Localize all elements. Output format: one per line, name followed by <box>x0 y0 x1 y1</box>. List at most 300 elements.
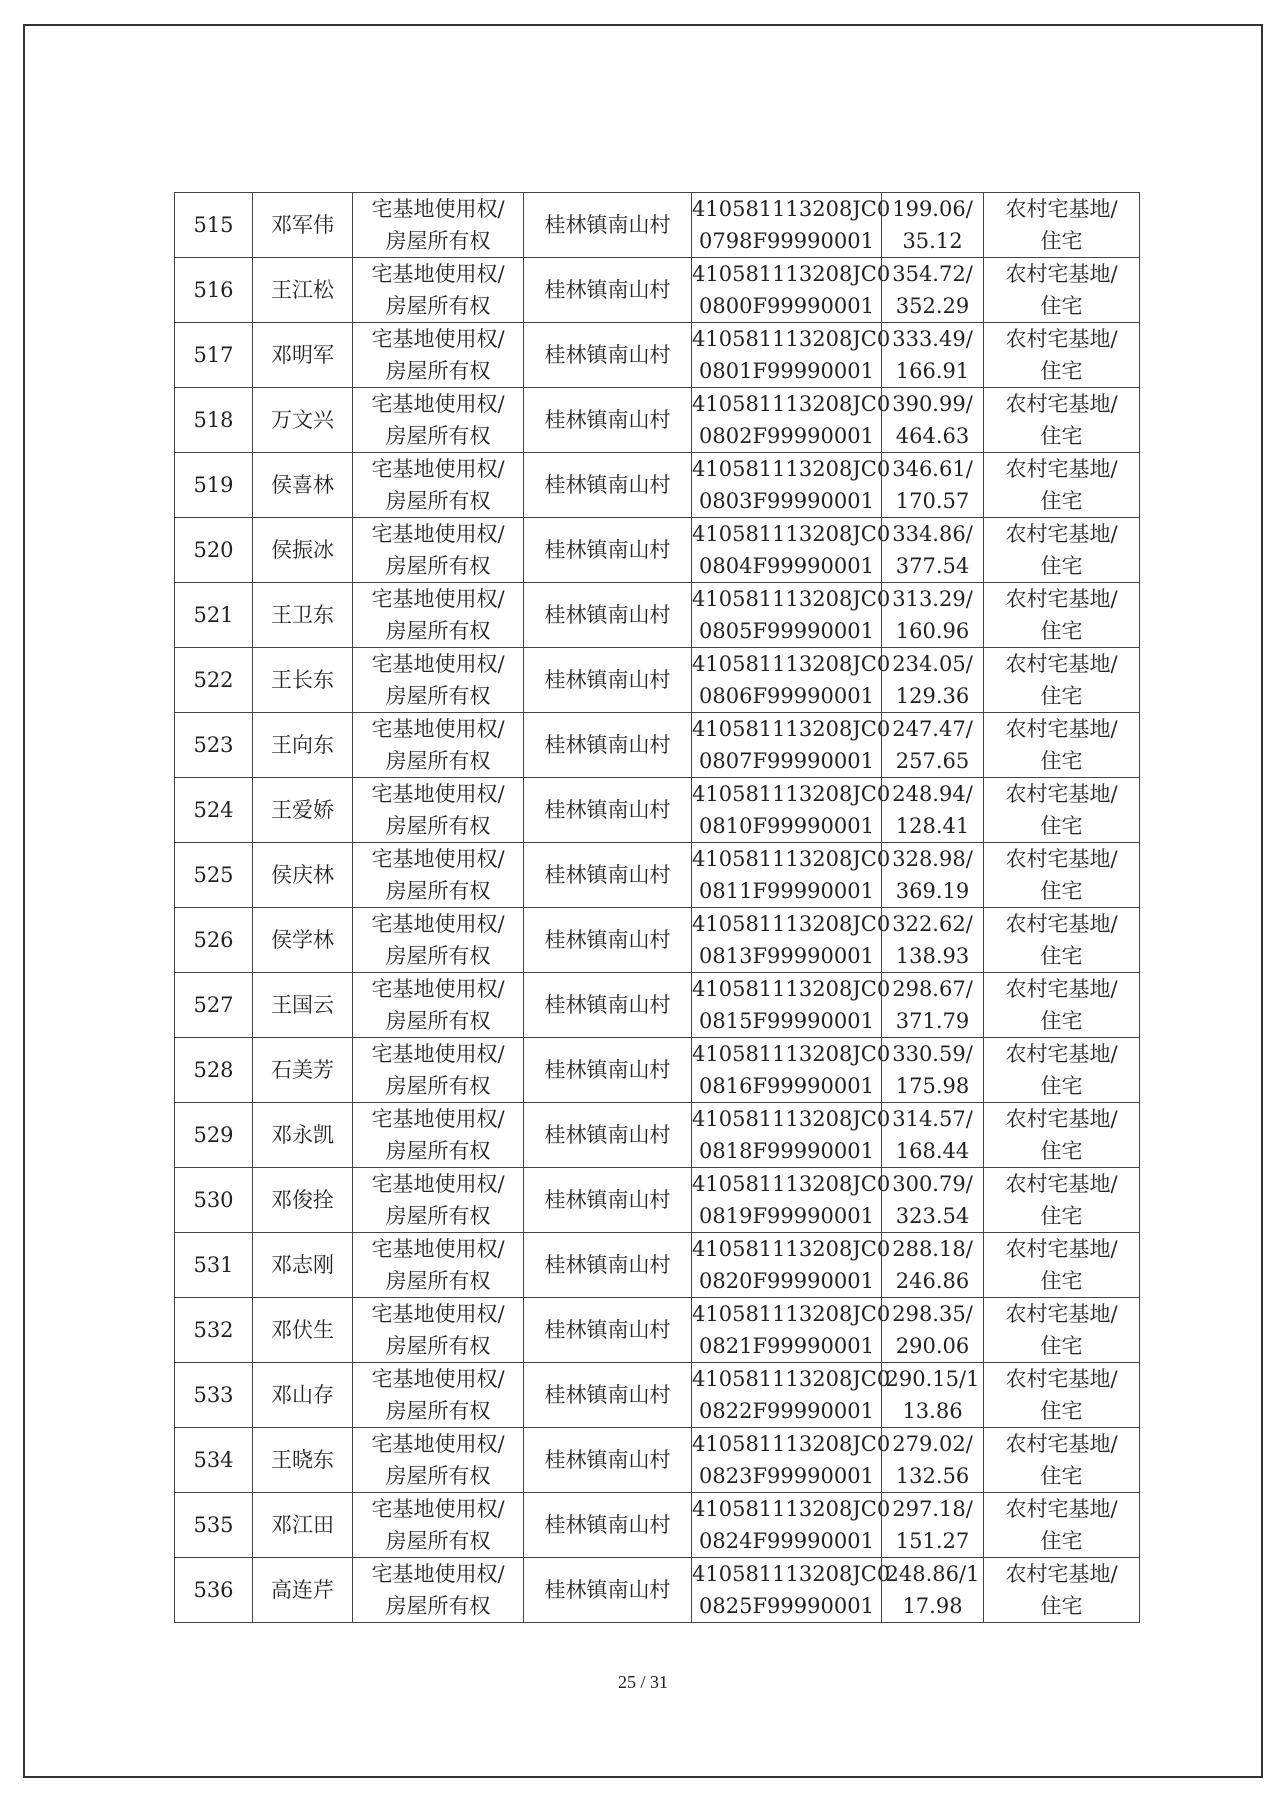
right-type-cell <box>353 1428 524 1493</box>
row-number-cell: 533 <box>175 1363 253 1428</box>
area-cell <box>882 1493 984 1558</box>
table-row <box>175 1168 1140 1233</box>
land-use-cell-line: 住宅 <box>1040 1139 1083 1163</box>
right-type-cell-line: 房屋所有权 <box>385 1594 491 1618</box>
area-cell-line: 279.02/ <box>892 1432 973 1456</box>
table-row <box>175 388 1140 453</box>
land-use-cell <box>984 193 1140 258</box>
owner-name-cell: 万文兴 <box>253 388 353 453</box>
location-cell: 桂林镇南山村 <box>524 1233 692 1298</box>
row-number-cell: 526 <box>175 908 253 973</box>
area-cell-line: 297.18/ <box>892 1497 973 1521</box>
unit-code-cell-line: 410581113208JC0 <box>692 652 891 676</box>
land-use-cell-line: 住宅 <box>1040 1464 1083 1488</box>
unit-code-cell-line: 0811F99990001 <box>699 879 874 903</box>
table-row <box>175 713 1140 778</box>
unit-code-cell-line: 410581113208JC0 <box>692 847 891 871</box>
owner-name-cell: 邓俊拴 <box>253 1168 353 1233</box>
registration-table-body <box>175 193 1140 1623</box>
land-use-cell <box>984 1298 1140 1363</box>
land-use-cell-line: 农村宅基地/ <box>1005 262 1118 286</box>
unit-code-cell-line: 410581113208JC0 <box>692 327 891 351</box>
right-type-cell-line: 宅基地使用权/ <box>371 847 505 871</box>
location-cell: 桂林镇南山村 <box>524 648 692 713</box>
unit-code-cell-line: 0801F99990001 <box>699 359 874 383</box>
right-type-cell-line: 房屋所有权 <box>385 944 491 968</box>
land-use-cell-line: 农村宅基地/ <box>1005 1367 1118 1391</box>
area-cell-line: 132.56 <box>895 1464 970 1488</box>
land-use-cell-line: 住宅 <box>1040 1269 1083 1293</box>
location-cell: 桂林镇南山村 <box>524 778 692 843</box>
unit-code-cell-line: 410581113208JC0 <box>692 1302 891 1326</box>
area-cell-line: 160.96 <box>895 619 970 643</box>
land-use-cell-line: 农村宅基地/ <box>1005 197 1118 221</box>
right-type-cell-line: 宅基地使用权/ <box>371 717 505 741</box>
right-type-cell <box>353 1103 524 1168</box>
area-cell-line: 300.79/ <box>892 1172 973 1196</box>
right-type-cell <box>353 1363 524 1428</box>
owner-name-cell: 王爱娇 <box>253 778 353 843</box>
land-use-cell-line: 农村宅基地/ <box>1005 1042 1118 1066</box>
right-type-cell <box>353 323 524 388</box>
right-type-cell-line: 房屋所有权 <box>385 1074 491 1098</box>
unit-code-cell <box>692 453 891 518</box>
location-cell: 桂林镇南山村 <box>524 258 692 323</box>
land-use-cell-line: 住宅 <box>1040 424 1083 448</box>
location-cell: 桂林镇南山村 <box>524 193 692 258</box>
land-use-cell-line: 住宅 <box>1040 554 1083 578</box>
owner-name-cell: 邓山存 <box>253 1363 353 1428</box>
land-use-cell-line: 农村宅基地/ <box>1005 1562 1118 1586</box>
unit-code-cell-line: 410581113208JC0 <box>692 1107 891 1131</box>
unit-code-cell-line: 0816F99990001 <box>699 1074 874 1098</box>
right-type-cell <box>353 1298 524 1363</box>
land-use-cell <box>984 1493 1140 1558</box>
area-cell-line: 17.98 <box>902 1594 963 1618</box>
area-cell-line: 248.94/ <box>892 782 973 806</box>
location-cell: 桂林镇南山村 <box>524 1103 692 1168</box>
land-use-cell <box>984 778 1140 843</box>
right-type-cell <box>353 1493 524 1558</box>
table-row <box>175 908 1140 973</box>
unit-code-cell-line: 0802F99990001 <box>699 424 874 448</box>
area-cell-line: 323.54 <box>895 1204 970 1228</box>
table-row <box>175 1558 1140 1623</box>
land-use-cell-line: 农村宅基地/ <box>1005 912 1118 936</box>
right-type-cell-line: 宅基地使用权/ <box>371 1562 505 1586</box>
table-row <box>175 973 1140 1038</box>
land-use-cell <box>984 1168 1140 1233</box>
right-type-cell-line: 宅基地使用权/ <box>371 1367 505 1391</box>
table-row <box>175 323 1140 388</box>
area-cell-line: 13.86 <box>902 1399 963 1423</box>
location-cell: 桂林镇南山村 <box>524 388 692 453</box>
land-use-cell-line: 农村宅基地/ <box>1005 587 1118 611</box>
area-cell <box>882 323 984 388</box>
right-type-cell-line: 房屋所有权 <box>385 1399 491 1423</box>
row-number-cell: 536 <box>175 1558 253 1623</box>
unit-code-cell-line: 0824F99990001 <box>699 1529 874 1553</box>
unit-code-cell-line: 0821F99990001 <box>699 1334 874 1358</box>
right-type-cell-line: 房屋所有权 <box>385 1529 491 1553</box>
area-cell-line: 290.06 <box>895 1334 970 1358</box>
unit-code-cell <box>692 1038 891 1103</box>
location-cell: 桂林镇南山村 <box>524 973 692 1038</box>
unit-code-cell <box>692 1233 891 1298</box>
area-cell <box>882 973 984 1038</box>
land-use-cell-line: 住宅 <box>1040 1399 1083 1423</box>
unit-code-cell-line: 0815F99990001 <box>699 1009 874 1033</box>
owner-name-cell: 邓志刚 <box>253 1233 353 1298</box>
unit-code-cell-line: 0818F99990001 <box>699 1139 874 1163</box>
unit-code-cell-line: 410581113208JC0 <box>692 1237 891 1261</box>
land-use-cell-line: 住宅 <box>1040 489 1083 513</box>
unit-code-cell-line: 0813F99990001 <box>699 944 874 968</box>
unit-code-cell <box>692 1168 891 1233</box>
area-cell <box>882 1038 984 1103</box>
right-type-cell-line: 房屋所有权 <box>385 359 491 383</box>
right-type-cell-line: 宅基地使用权/ <box>371 1432 505 1456</box>
location-cell: 桂林镇南山村 <box>524 908 692 973</box>
area-cell-line: 328.98/ <box>892 847 973 871</box>
area-cell-line: 129.36 <box>895 684 970 708</box>
land-use-cell-line: 住宅 <box>1040 1334 1083 1358</box>
row-number-cell: 516 <box>175 258 253 323</box>
right-type-cell-line: 宅基地使用权/ <box>371 912 505 936</box>
land-use-cell-line: 农村宅基地/ <box>1005 327 1118 351</box>
land-use-cell <box>984 453 1140 518</box>
area-cell-line: 330.59/ <box>892 1042 973 1066</box>
right-type-cell <box>353 388 524 453</box>
table-row <box>175 1233 1140 1298</box>
area-cell-line: 35.12 <box>902 229 963 253</box>
right-type-cell-line: 宅基地使用权/ <box>371 197 505 221</box>
unit-code-cell <box>692 1428 891 1493</box>
land-use-cell-line: 农村宅基地/ <box>1005 1172 1118 1196</box>
owner-name-cell: 王国云 <box>253 973 353 1038</box>
area-cell <box>882 843 984 908</box>
right-type-cell-line: 宅基地使用权/ <box>371 457 505 481</box>
row-number-cell: 527 <box>175 973 253 1038</box>
area-cell-line: 333.49/ <box>892 327 973 351</box>
area-cell-line: 175.98 <box>895 1074 970 1098</box>
right-type-cell <box>353 973 524 1038</box>
land-use-cell <box>984 518 1140 583</box>
land-use-cell-line: 农村宅基地/ <box>1005 847 1118 871</box>
location-cell: 桂林镇南山村 <box>524 843 692 908</box>
unit-code-cell <box>692 323 891 388</box>
location-cell: 桂林镇南山村 <box>524 583 692 648</box>
area-cell-line: 313.29/ <box>892 587 973 611</box>
row-number-cell: 519 <box>175 453 253 518</box>
area-cell-line: 334.86/ <box>892 522 973 546</box>
unit-code-cell <box>692 388 891 453</box>
table-row <box>175 1493 1140 1558</box>
unit-code-cell-line: 0806F99990001 <box>699 684 874 708</box>
land-use-cell-line: 农村宅基地/ <box>1005 1497 1118 1521</box>
right-type-cell <box>353 1168 524 1233</box>
unit-code-cell-line: 410581113208JC0 <box>692 1172 891 1196</box>
unit-code-cell-line: 0803F99990001 <box>699 489 874 513</box>
unit-code-cell-line: 410581113208JC0 <box>692 1497 891 1521</box>
area-cell <box>882 193 984 258</box>
owner-name-cell: 王卫东 <box>253 583 353 648</box>
area-cell <box>882 1428 984 1493</box>
row-number-cell: 531 <box>175 1233 253 1298</box>
area-cell <box>882 1558 984 1623</box>
area-cell-line: 151.27 <box>895 1529 970 1553</box>
right-type-cell-line: 宅基地使用权/ <box>371 327 505 351</box>
table-row <box>175 843 1140 908</box>
area-cell <box>882 648 984 713</box>
location-cell: 桂林镇南山村 <box>524 1168 692 1233</box>
land-use-cell-line: 农村宅基地/ <box>1005 977 1118 1001</box>
land-use-cell <box>984 1103 1140 1168</box>
unit-code-cell-line: 410581113208JC0 <box>692 457 891 481</box>
owner-name-cell: 邓军伟 <box>253 193 353 258</box>
right-type-cell-line: 宅基地使用权/ <box>371 652 505 676</box>
table-row <box>175 1038 1140 1103</box>
owner-name-cell: 王江松 <box>253 258 353 323</box>
owner-name-cell: 高连芹 <box>253 1558 353 1623</box>
owner-name-cell: 侯学林 <box>253 908 353 973</box>
right-type-cell-line: 宅基地使用权/ <box>371 1107 505 1131</box>
location-cell: 桂林镇南山村 <box>524 1428 692 1493</box>
unit-code-cell <box>692 518 891 583</box>
land-use-cell-line: 农村宅基地/ <box>1005 717 1118 741</box>
right-type-cell-line: 房屋所有权 <box>385 1009 491 1033</box>
area-cell <box>882 583 984 648</box>
land-use-cell <box>984 973 1140 1038</box>
right-type-cell-line: 房屋所有权 <box>385 1204 491 1228</box>
area-cell <box>882 518 984 583</box>
unit-code-cell-line: 0820F99990001 <box>699 1269 874 1293</box>
right-type-cell-line: 房屋所有权 <box>385 554 491 578</box>
right-type-cell-line: 宅基地使用权/ <box>371 1497 505 1521</box>
row-number-cell: 515 <box>175 193 253 258</box>
area-cell-line: 128.41 <box>895 814 970 838</box>
area-cell-line: 257.65 <box>895 749 970 773</box>
row-number-cell: 523 <box>175 713 253 778</box>
unit-code-cell <box>692 1298 891 1363</box>
row-number-cell: 529 <box>175 1103 253 1168</box>
unit-code-cell-line: 410581113208JC0 <box>692 1042 891 1066</box>
right-type-cell <box>353 583 524 648</box>
area-cell-line: 290.15/1 <box>885 1367 980 1391</box>
land-use-cell-line: 住宅 <box>1040 879 1083 903</box>
land-use-cell-line: 农村宅基地/ <box>1005 1237 1118 1261</box>
unit-code-cell-line: 410581113208JC0 <box>692 1562 891 1586</box>
land-use-cell-line: 住宅 <box>1040 1529 1083 1553</box>
owner-name-cell: 王长东 <box>253 648 353 713</box>
area-cell <box>882 258 984 323</box>
right-type-cell-line: 房屋所有权 <box>385 229 491 253</box>
owner-name-cell: 侯振冰 <box>253 518 353 583</box>
right-type-cell-line: 宅基地使用权/ <box>371 1302 505 1326</box>
land-use-cell-line: 农村宅基地/ <box>1005 392 1118 416</box>
unit-code-cell <box>692 778 891 843</box>
row-number-cell: 530 <box>175 1168 253 1233</box>
area-cell <box>882 388 984 453</box>
unit-code-cell-line: 0798F99990001 <box>699 229 874 253</box>
row-number-cell: 534 <box>175 1428 253 1493</box>
land-use-cell-line: 住宅 <box>1040 619 1083 643</box>
table-row <box>175 1298 1140 1363</box>
area-cell <box>882 778 984 843</box>
land-use-cell <box>984 388 1140 453</box>
unit-code-cell <box>692 1103 891 1168</box>
table-row <box>175 778 1140 843</box>
location-cell: 桂林镇南山村 <box>524 1298 692 1363</box>
land-use-cell <box>984 1428 1140 1493</box>
right-type-cell-line: 房屋所有权 <box>385 619 491 643</box>
unit-code-cell-line: 0823F99990001 <box>699 1464 874 1488</box>
table-row <box>175 518 1140 583</box>
unit-code-cell-line: 410581113208JC0 <box>692 522 891 546</box>
land-use-cell-line: 住宅 <box>1040 749 1083 773</box>
land-use-cell-line: 住宅 <box>1040 814 1083 838</box>
right-type-cell-line: 宅基地使用权/ <box>371 262 505 286</box>
unit-code-cell-line: 0810F99990001 <box>699 814 874 838</box>
unit-code-cell-line: 410581113208JC0 <box>692 717 891 741</box>
area-cell-line: 288.18/ <box>892 1237 973 1261</box>
land-use-cell-line: 住宅 <box>1040 684 1083 708</box>
area-cell <box>882 1363 984 1428</box>
right-type-cell <box>353 453 524 518</box>
area-cell-line: 464.63 <box>895 424 970 448</box>
right-type-cell <box>353 1038 524 1103</box>
unit-code-cell-line: 0819F99990001 <box>699 1204 874 1228</box>
owner-name-cell: 邓永凯 <box>253 1103 353 1168</box>
unit-code-cell <box>692 1558 891 1623</box>
land-use-cell <box>984 583 1140 648</box>
unit-code-cell-line: 410581113208JC0 <box>692 1367 891 1391</box>
right-type-cell-line: 宅基地使用权/ <box>371 1172 505 1196</box>
area-cell-line: 166.91 <box>895 359 970 383</box>
land-use-cell-line: 农村宅基地/ <box>1005 652 1118 676</box>
area-cell-line: 369.19 <box>895 879 970 903</box>
right-type-cell-line: 宅基地使用权/ <box>371 1042 505 1066</box>
row-number-cell: 522 <box>175 648 253 713</box>
right-type-cell <box>353 908 524 973</box>
right-type-cell-line: 宅基地使用权/ <box>371 1237 505 1261</box>
unit-code-cell <box>692 648 891 713</box>
row-number-cell: 525 <box>175 843 253 908</box>
land-use-cell-line: 住宅 <box>1040 1594 1083 1618</box>
row-number-cell: 535 <box>175 1493 253 1558</box>
owner-name-cell: 邓江田 <box>253 1493 353 1558</box>
unit-code-cell-line: 0804F99990001 <box>699 554 874 578</box>
land-use-cell <box>984 648 1140 713</box>
unit-code-cell-line: 410581113208JC0 <box>692 782 891 806</box>
right-type-cell-line: 房屋所有权 <box>385 1139 491 1163</box>
row-number-cell: 517 <box>175 323 253 388</box>
unit-code-cell-line: 0822F99990001 <box>699 1399 874 1423</box>
right-type-cell <box>353 1233 524 1298</box>
land-use-cell <box>984 843 1140 908</box>
unit-code-cell-line: 0825F99990001 <box>699 1594 874 1618</box>
right-type-cell <box>353 713 524 778</box>
owner-name-cell: 王晓东 <box>253 1428 353 1493</box>
right-type-cell <box>353 843 524 908</box>
area-cell <box>882 453 984 518</box>
location-cell: 桂林镇南山村 <box>524 453 692 518</box>
row-number-cell: 520 <box>175 518 253 583</box>
right-type-cell-line: 房屋所有权 <box>385 489 491 513</box>
land-use-cell <box>984 1558 1140 1623</box>
location-cell: 桂林镇南山村 <box>524 1493 692 1558</box>
land-use-cell-line: 农村宅基地/ <box>1005 782 1118 806</box>
area-cell-line: 298.35/ <box>892 1302 973 1326</box>
area-cell-line: 390.99/ <box>892 392 973 416</box>
owner-name-cell: 侯庆林 <box>253 843 353 908</box>
location-cell: 桂林镇南山村 <box>524 323 692 388</box>
unit-code-cell-line: 410581113208JC0 <box>692 977 891 1001</box>
table-row <box>175 648 1140 713</box>
area-cell <box>882 1168 984 1233</box>
owner-name-cell: 侯喜林 <box>253 453 353 518</box>
table-row <box>175 1428 1140 1493</box>
area-cell <box>882 1233 984 1298</box>
area-cell-line: 170.57 <box>895 489 970 513</box>
right-type-cell <box>353 193 524 258</box>
unit-code-cell <box>692 1493 891 1558</box>
land-use-cell-line: 农村宅基地/ <box>1005 1107 1118 1131</box>
right-type-cell <box>353 648 524 713</box>
right-type-cell-line: 房屋所有权 <box>385 294 491 318</box>
unit-code-cell <box>692 583 891 648</box>
owner-name-cell: 邓明军 <box>253 323 353 388</box>
land-use-cell <box>984 1038 1140 1103</box>
location-cell: 桂林镇南山村 <box>524 713 692 778</box>
location-cell: 桂林镇南山村 <box>524 1558 692 1623</box>
land-use-cell <box>984 1363 1140 1428</box>
unit-code-cell-line: 0807F99990001 <box>699 749 874 773</box>
unit-code-cell-line: 410581113208JC0 <box>692 587 891 611</box>
right-type-cell-line: 房屋所有权 <box>385 684 491 708</box>
land-use-cell-line: 农村宅基地/ <box>1005 457 1118 481</box>
land-use-cell <box>984 258 1140 323</box>
area-cell-line: 354.72/ <box>892 262 973 286</box>
unit-code-cell-line: 410581113208JC0 <box>692 912 891 936</box>
row-number-cell: 518 <box>175 388 253 453</box>
land-use-cell-line: 农村宅基地/ <box>1005 522 1118 546</box>
owner-name-cell: 邓伏生 <box>253 1298 353 1363</box>
right-type-cell-line: 宅基地使用权/ <box>371 522 505 546</box>
area-cell <box>882 1298 984 1363</box>
unit-code-cell <box>692 908 891 973</box>
owner-name-cell: 石美芳 <box>253 1038 353 1103</box>
unit-code-cell <box>692 258 891 323</box>
unit-code-cell <box>692 973 891 1038</box>
land-use-cell-line: 住宅 <box>1040 1009 1083 1033</box>
area-cell-line: 371.79 <box>895 1009 970 1033</box>
unit-code-cell-line: 410581113208JC0 <box>692 197 891 221</box>
table-row <box>175 1363 1140 1428</box>
right-type-cell-line: 房屋所有权 <box>385 749 491 773</box>
land-use-cell-line: 住宅 <box>1040 229 1083 253</box>
unit-code-cell <box>692 193 891 258</box>
right-type-cell <box>353 258 524 323</box>
location-cell: 桂林镇南山村 <box>524 518 692 583</box>
area-cell-line: 248.86/1 <box>885 1562 980 1586</box>
row-number-cell: 524 <box>175 778 253 843</box>
land-use-cell-line: 住宅 <box>1040 1074 1083 1098</box>
area-cell-line: 199.06/ <box>892 197 973 221</box>
right-type-cell-line: 房屋所有权 <box>385 424 491 448</box>
area-cell-line: 322.62/ <box>892 912 973 936</box>
land-use-cell <box>984 908 1140 973</box>
